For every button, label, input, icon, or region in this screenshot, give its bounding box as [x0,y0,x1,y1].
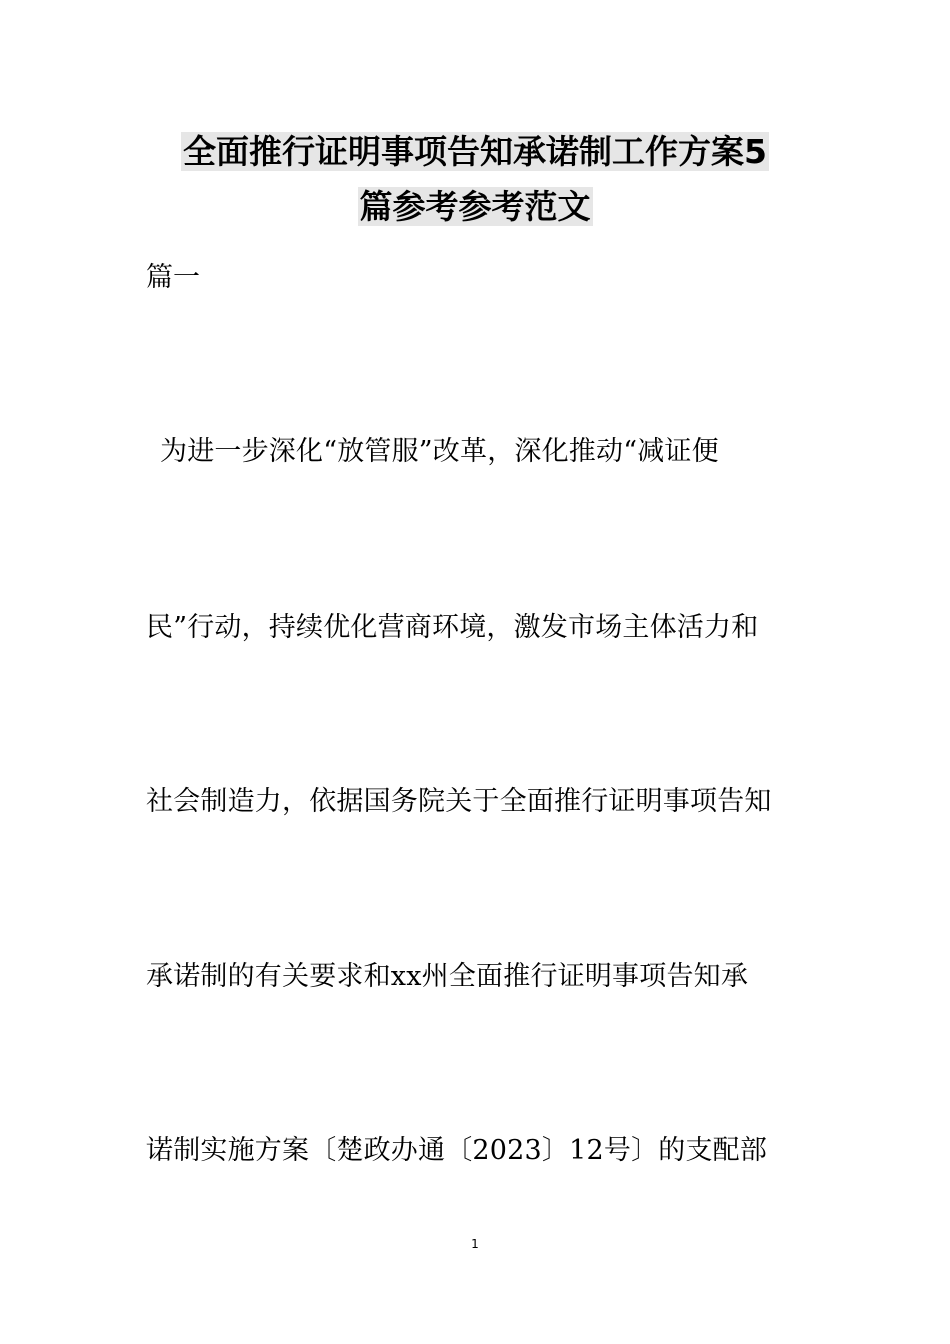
paragraph-line: 承诺制的有关要求和xx州全面推行证明事项告知承 [146,961,749,992]
page-number: 1 [471,1237,479,1251]
paragraph-line: 为进一步深化“放管服”改革，深化推动“减证便 [160,436,719,467]
document-title-line-1 [0,130,950,174]
paragraph-line: 民”行动，持续优化营商环境，激发市场主体活力和 [146,612,759,643]
section-heading: 篇一 [146,262,200,293]
document-title-line-2 [0,185,950,229]
paragraph-line: 社会制造力，依据国务院关于全面推行证明事项告知 [146,786,772,817]
title-text-1: 全面推行证明事项告知承诺制工作方案5 [183,132,767,171]
paragraph-line: 诺制实施方案〔楚政办通〔2023〕12号〕的支配部 [146,1135,768,1166]
title-text-2: 篇参考参考范文 [359,187,591,226]
